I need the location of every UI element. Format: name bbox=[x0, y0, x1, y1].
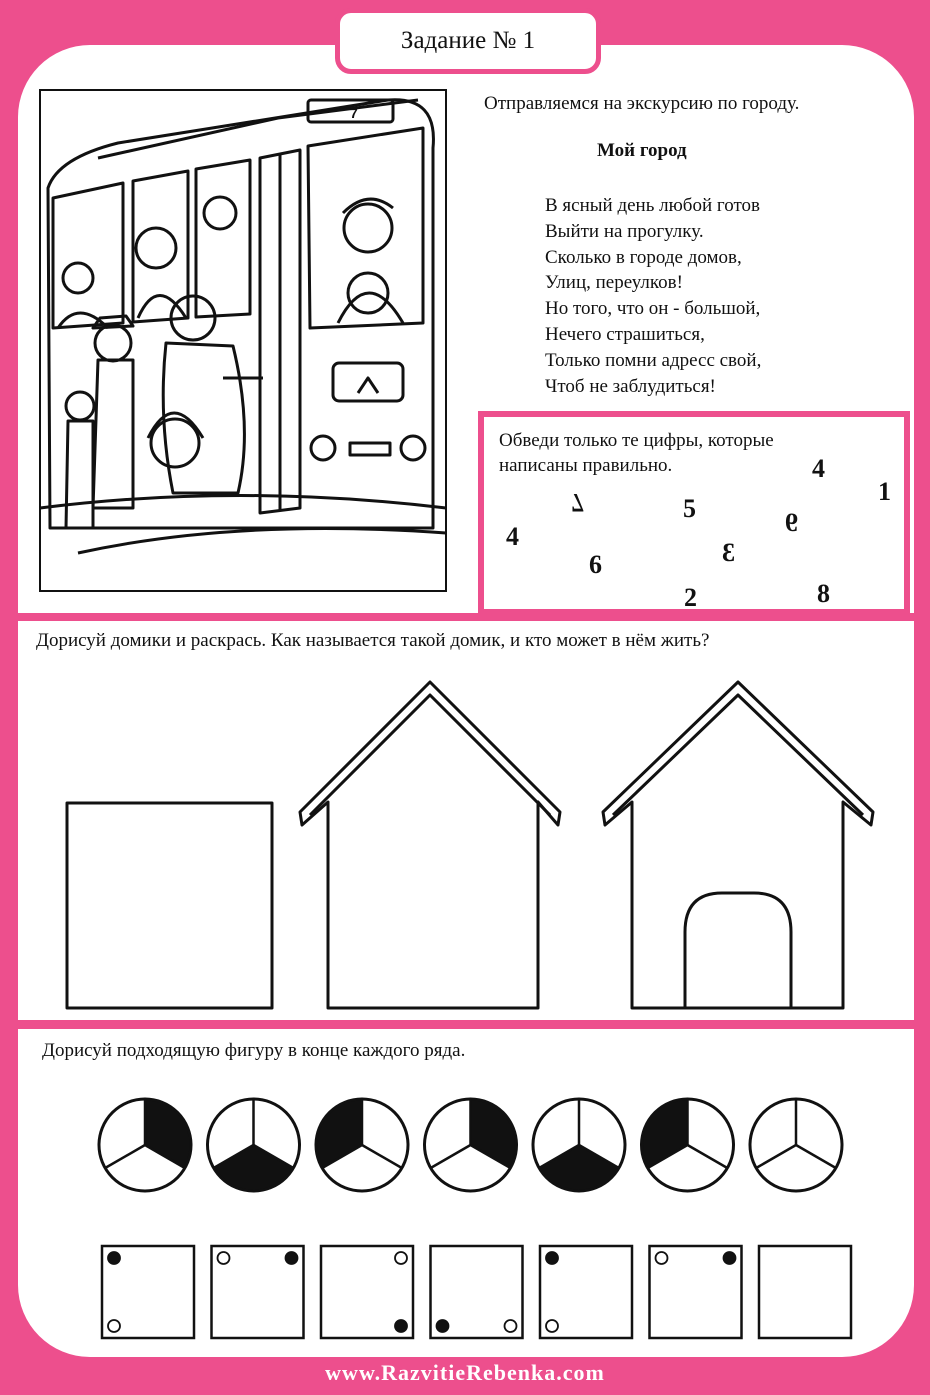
empty-dot bbox=[108, 1320, 120, 1332]
pattern-square[interactable] bbox=[759, 1246, 851, 1338]
digit-item[interactable]: 4 bbox=[812, 454, 825, 483]
pattern-circle[interactable] bbox=[750, 1099, 842, 1191]
houses-instruction: Дорисуй домики и раскрась. Как называется такой домик, и кто может в нём жить? bbox=[36, 630, 710, 651]
pattern-square[interactable] bbox=[540, 1246, 632, 1338]
poem-line: В ясный день любой готов bbox=[545, 195, 760, 216]
houses-drawing bbox=[60, 660, 890, 1015]
squares-pattern-row bbox=[97, 1240, 867, 1340]
filled-dot bbox=[437, 1320, 449, 1332]
digit-item[interactable]: 4 bbox=[506, 522, 519, 551]
task-title-tab bbox=[335, 8, 601, 74]
pattern-circle[interactable] bbox=[316, 1099, 408, 1191]
task-title: Задание № 1 bbox=[400, 27, 536, 54]
filled-dot bbox=[286, 1252, 298, 1264]
filled-dot bbox=[395, 1320, 407, 1332]
empty-dot bbox=[505, 1320, 517, 1332]
digit-item[interactable]: 3 bbox=[722, 538, 735, 567]
kennel-outline bbox=[603, 682, 873, 1008]
pattern-circle[interactable] bbox=[425, 1099, 517, 1191]
pattern-circle[interactable] bbox=[99, 1099, 191, 1191]
pattern-instruction: Дорисуй подходящую фигуру в конце каждого ряда. bbox=[42, 1040, 466, 1061]
footer-website: www.RazvitieRebenka.com bbox=[325, 1360, 605, 1385]
digit-item[interactable]: 5 bbox=[683, 494, 696, 523]
poem-line: Выйти на прогулку. bbox=[545, 220, 704, 242]
circles-pattern-row bbox=[95, 1095, 845, 1195]
pattern-square[interactable] bbox=[321, 1246, 413, 1338]
digit-item[interactable]: 9 bbox=[785, 508, 798, 537]
square-house-outline bbox=[67, 803, 272, 1008]
digit-item[interactable]: 2 bbox=[684, 583, 697, 612]
empty-dot bbox=[546, 1320, 558, 1332]
house-with-roof-outline bbox=[300, 682, 560, 1008]
intro-text: Отправляемся на экскурсию по городу. bbox=[484, 93, 800, 114]
filled-dot bbox=[724, 1252, 736, 1264]
empty-dot bbox=[218, 1252, 230, 1264]
poem-line: Только помни адресс свой, bbox=[545, 349, 762, 371]
bus-illustration bbox=[38, 88, 448, 593]
filled-dot bbox=[108, 1252, 120, 1264]
pattern-circle[interactable] bbox=[533, 1099, 625, 1191]
digit-item[interactable]: 6 bbox=[589, 550, 602, 579]
pattern-circle[interactable] bbox=[208, 1099, 300, 1191]
section-divider bbox=[18, 1020, 914, 1029]
filled-dot bbox=[546, 1252, 558, 1264]
poem-title: Мой город bbox=[597, 140, 687, 161]
digit-item[interactable]: 7 bbox=[571, 488, 584, 517]
pattern-square[interactable] bbox=[212, 1246, 304, 1338]
digits-instruction-line: написаны правильно. bbox=[499, 455, 673, 476]
kennel-door bbox=[685, 893, 791, 1008]
digits-instruction bbox=[499, 428, 774, 478]
poem bbox=[545, 193, 761, 399]
pattern-square[interactable] bbox=[650, 1246, 742, 1338]
pattern-square[interactable] bbox=[102, 1246, 194, 1338]
poem-line: Но того, что он - большой, bbox=[545, 298, 761, 320]
digit-item[interactable]: 8 bbox=[817, 579, 830, 608]
poem-line: Чтоб не заблудиться! bbox=[545, 375, 716, 397]
poem-line: Нечего страшиться, bbox=[545, 323, 705, 345]
poem-line: Улиц, переулков! bbox=[545, 272, 683, 294]
digits-instruction-line: Обведи только те цифры, которые bbox=[499, 430, 774, 451]
empty-dot bbox=[656, 1252, 668, 1264]
pattern-circle[interactable] bbox=[642, 1099, 734, 1191]
poem-line: Сколько в городе домов, bbox=[545, 246, 742, 268]
bus-route-number: 7 bbox=[350, 105, 358, 121]
pattern-square[interactable] bbox=[431, 1246, 523, 1338]
digit-item[interactable]: 1 bbox=[878, 477, 891, 506]
empty-dot bbox=[395, 1252, 407, 1264]
